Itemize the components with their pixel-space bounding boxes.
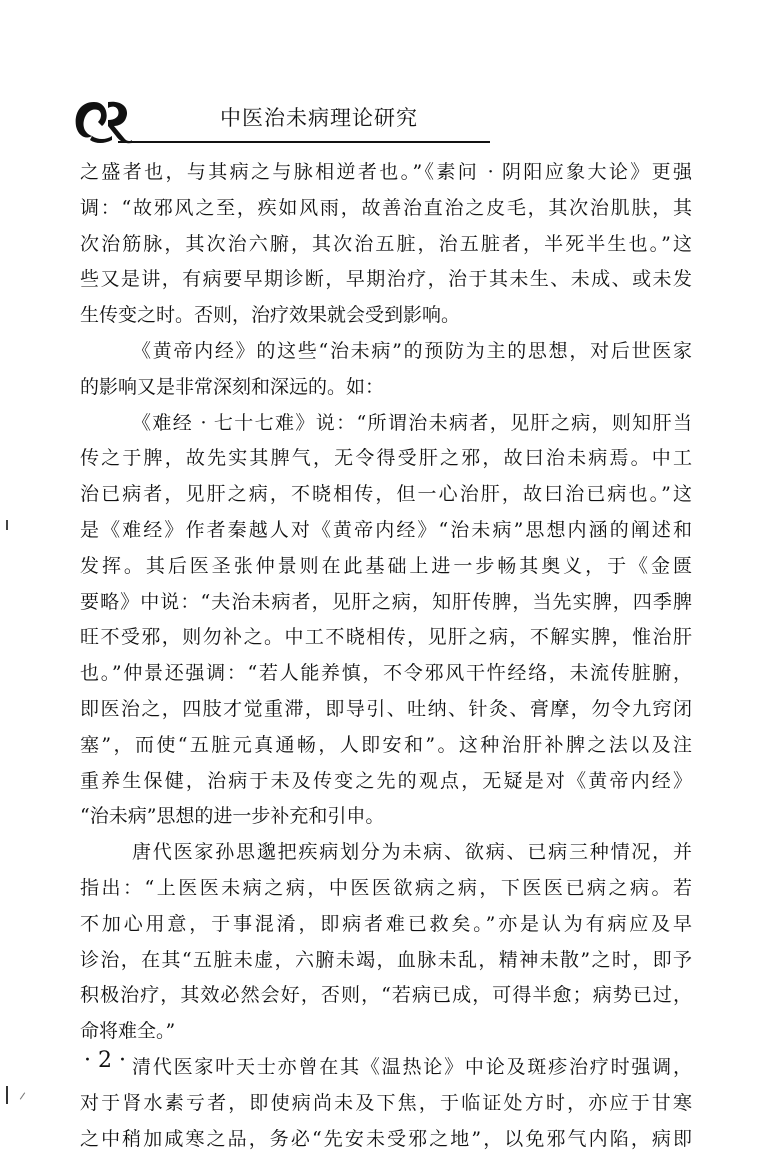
text-line: 命将难全。” [80, 1020, 176, 1043]
page-number: · 2 · [84, 1048, 126, 1073]
text-line: 调：“故邪风之至，疾如风雨，故善治直治之皮毛，其次治肌肤，其 [80, 196, 692, 219]
body-text [80, 155, 692, 1157]
text-line: 指出：“上医医未病之病，中医医欲病之病，下医医已病之病。若 [80, 876, 692, 899]
text-line: 即医治之，四肢才觉重滞，即导引、吐纳、针灸、膏摩，勿令九窍闭 [80, 697, 692, 720]
running-header-title: 中医治未病理论研究 [220, 106, 418, 130]
text-line: 旺不受邪，则勿补之。中工不晓相传，见肝之病，不解实脾，惟治肝 [80, 626, 692, 649]
scan-mark [6, 1086, 8, 1104]
text-line: 是《难经》作者秦越人对《黄帝内经》“治未病”思想内涵的阐述和 [80, 518, 692, 541]
text-line: 的影响又是非常深刻和深远的。如： [80, 375, 385, 398]
text-line: “治未病”思想的进一步补充和引申。 [80, 805, 385, 828]
text-line: 传之于脾，故先实其脾气，无令得受肝之邪，故曰治未病焉。中工 [80, 447, 692, 470]
text-line: 不加心用意，于事混淆，即病者难已救矣。”亦是认为有病应及早 [80, 912, 692, 935]
text-line: 也。”仲景还强调：“若人能养慎，不令邪风干忤经络，未流传脏腑， [80, 662, 692, 685]
text-line: 诊治，在其“五脏未虚，六腑未竭，血脉未乱，精神未散”之时，即予 [80, 948, 692, 971]
text-line: 之中稍加咸寒之品，务必“先安未受邪之地”，以免邪气内陷，病即 [80, 1127, 692, 1150]
text-line: 生传变之时。否则，治疗效果就会受到影响。 [80, 304, 461, 327]
scan-mark [20, 1092, 25, 1099]
text-line: 发挥。其后医圣张仲景则在此基础上进一步畅其奥义，于《金匮 [80, 554, 692, 577]
text-line: 《难经 · 七十七难》说：“所谓治未病者，见肝之病，则知肝当 [132, 411, 692, 434]
header-rule [118, 141, 490, 143]
text-line: 塞”，而使“五脏元真通畅，人即安和”。这种治肝补脾之法以及注 [80, 733, 692, 756]
chapter-ornament-logo-icon [72, 96, 134, 144]
text-line: 之盛者也，与其病之与脉相逆者也。”《素问 · 阴阳应象大论》更强 [80, 161, 692, 183]
text-line: 唐代医家孙思邈把疾病划分为未病、欲病、已病三种情况，并 [132, 841, 692, 864]
text-line: 《黄帝内经》的这些“治未病”的预防为主的思想，对后世医家 [132, 339, 692, 362]
text-line: 对于肾水素亏者，即使病尚未及下焦，于临证处方时，亦应于甘寒 [80, 1091, 692, 1114]
text-line: 要略》中说：“夫治未病者，见肝之病，知肝传脾，当先实脾，四季脾 [80, 590, 692, 613]
text-line: 治已病者，见肝之病，不晓相传，但一心治肝，故曰治已病也。”这 [80, 483, 692, 506]
text-line: 重养生保健，治病于未及传变之先的观点，无疑是对《黄帝内经》 [80, 769, 692, 792]
text-line: 清代医家叶天士亦曾在其《温热论》中论及斑疹治疗时强调， [132, 1055, 692, 1078]
text-line: 些又是讲，有病要早期诊断，早期治疗，治于其未生、未成、或未发 [80, 268, 692, 291]
text-line: 次治筋脉，其次治六腑，其次治五脏，治五脏者，半死半生也。”这 [80, 232, 692, 255]
text-line: 积极治疗，其效必然会好，否则，“若病已成，可得半愈；病势已过， [80, 984, 692, 1007]
scan-speck [6, 520, 8, 530]
